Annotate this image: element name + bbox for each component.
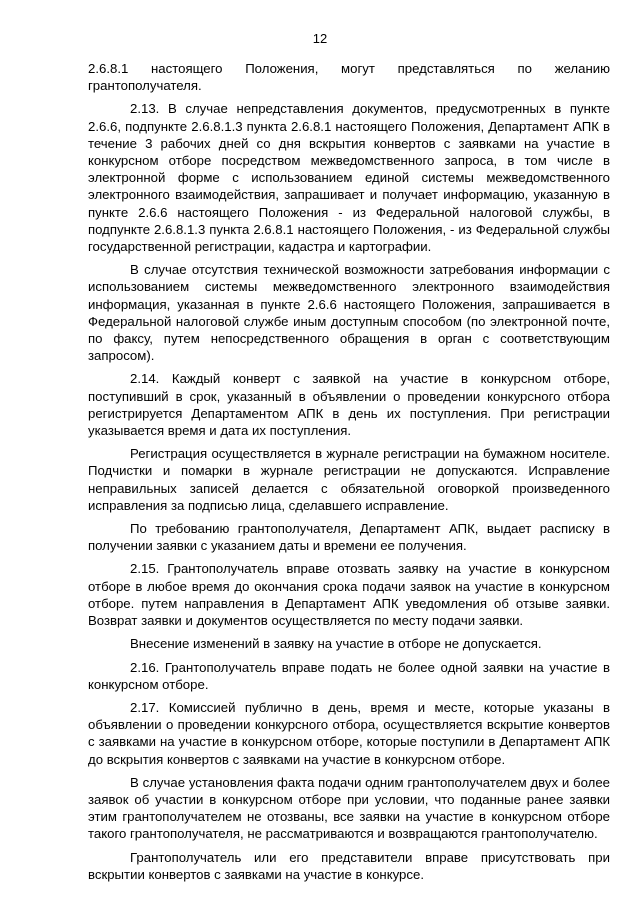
paragraph: 2.14. Каждый конверт с заявкой на участие в конкурсном отборе, поступивший в срок, указанный в объявлении о проведении конкурсного отбора регистрируется Департаментом АПК в день их поступления. При регистрации указывается время и дата их поступления. bbox=[88, 371, 610, 439]
paragraph: 2.16. Грантополучатель вправе подать не более одной заявки на участие в конкурсном отборе. bbox=[88, 659, 610, 692]
paragraph: Внесение изменений в заявку на участие в отборе не допускается. bbox=[130, 636, 542, 652]
paragraph: Регистрация осуществляется в журнале регистрации на бумажном носителе. Подчистки и помарки в журнале регистрации не допускаются. Исправление неправильных записей делается с обязательной оговоркой произведенного исправления за подписью лица, сделавшего исправление. bbox=[88, 446, 610, 513]
page-number: 12 bbox=[312, 31, 328, 46]
paragraph: 2.15. Грантополучатель вправе отозвать заявку на участие в конкурсном отборе в любое время до окончания срока подачи заявок на участие в конкурсном отборе. путем направления в Департамент АПК уведомления об отзыве заявки. Возврат заявки и документов осуществляется по месту подачи заявки. bbox=[88, 561, 610, 629]
paragraph: Грантополучатель или его представители вправе присутствовать при вскрытии конвертов с заявками на участие в конкурсе. bbox=[88, 849, 610, 882]
paragraph: 2.13. В случае непредставления документов, предусмотренных в пункте 2.6.6, подпункте 2.6.8.1.3 пункта 2.6.8.1 настоящего Положения, Департамент АПК в течение 3 рабочих дней со дня вскрытия конвертов с заявками на участие в конкурсном отборе посредством межведомственного запроса, в том числе в электронной форме с использованием единой системы межведомственного электронного взаимодействия, запрашивает и получает информацию, указанную в пункте 2.6.6 настоящего Положения - из Федеральной налоговой службы, в подпункте 2.6.8.1.3 пункта 2.6.8.1 настоящего Положения, - из Федеральной службы государственной регистрации, кадастра и картографии. bbox=[88, 101, 610, 255]
paragraph: В случае установления факта подачи одним грантополучателем двух и более заявок об участии в конкурсном отборе при условии, что поданные ранее заявки этим грантополучателем не отозваны, все заявки на участие в конкурсном отборе такого грантополучателя, не рассматриваются и возвращаются грантополучателю. bbox=[88, 774, 610, 842]
paragraph: В случае отсутствия технической возможности затребования информации с использованием системы межведомственного электронного взаимодействия информация, указанная в пункте 2.6.6 настоящего Положения, запрашивается в Федеральной налоговой службе иным доступным способом (по электронной почте, по факсу, путем непосредственного обращения в орган с соответствующим запросом). bbox=[88, 262, 610, 364]
paragraph: По требованию грантополучателя, Департамент АПК, выдает расписку в получении заявки с указанием даты и времени ее получения. bbox=[88, 521, 610, 554]
paragraph: 2.17. Комиссией публично в день, время и месте, которые указаны в объявлении о проведении конкурсного отбора, осуществляется вскрытие конвертов с заявками на участие в конкурсном отборе, которые поступили в Департамент АПК до вскрытия конвертов с заявками на участие в конкурсном отборе. bbox=[88, 699, 610, 767]
paragraph: 2.6.8.1 настоящего Положения, могут представляться по желанию грантополучателя. bbox=[88, 61, 610, 94]
document-body bbox=[88, 60, 610, 889]
